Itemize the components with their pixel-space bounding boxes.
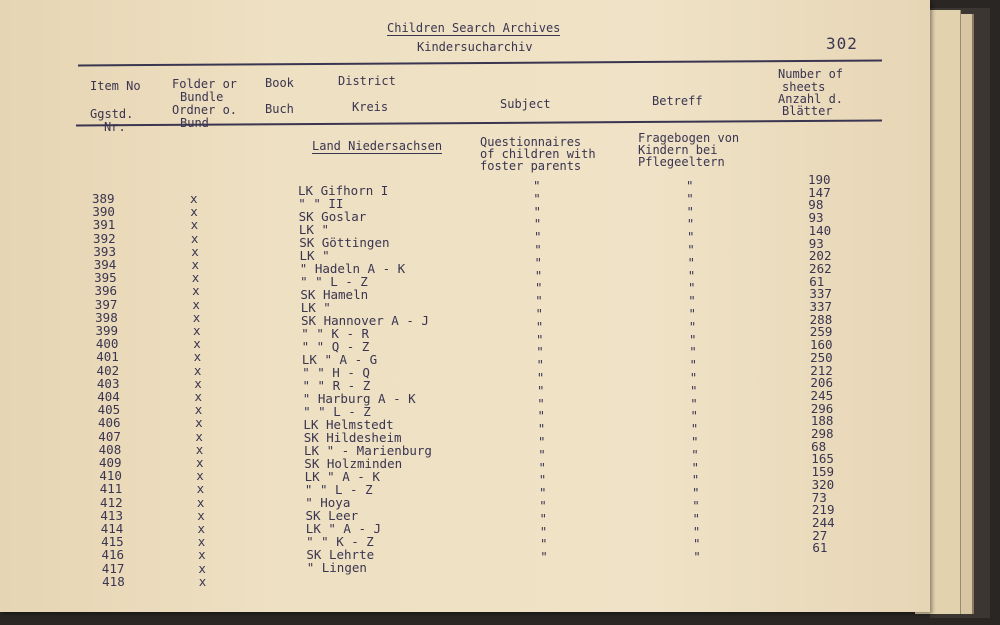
subject-ditto: "	[539, 523, 548, 539]
sheet-count: 219	[811, 502, 835, 518]
betreff-ditto: "	[688, 280, 696, 296]
sheet-count: 244	[812, 514, 835, 530]
col-item-en: Item No	[90, 79, 141, 93]
subject-ditto: "	[538, 434, 546, 449]
betreff-ditto: "	[689, 331, 697, 347]
item-number: 407	[98, 428, 121, 444]
district-name: SK Hildesheim	[303, 430, 402, 445]
folder-mark: x	[193, 323, 201, 338]
betreff-ditto: "	[688, 318, 697, 334]
folder-mark: x	[191, 243, 199, 259]
subject-ditto: "	[537, 382, 545, 398]
betreff-ditto: "	[692, 498, 700, 513]
col-folder-en2: Bundle	[180, 90, 224, 104]
sheet-count: 61	[812, 540, 828, 556]
folder-mark: x	[196, 481, 205, 497]
item-number: 395	[94, 270, 117, 286]
district-name: " " K - R	[301, 326, 370, 341]
sheet-count: 98	[808, 197, 824, 213]
subject-ditto: "	[536, 344, 544, 360]
sheet-count: 61	[809, 273, 825, 289]
item-number: 418	[102, 573, 125, 589]
col-betreff: Betreff	[652, 94, 703, 108]
folder-mark: x	[194, 389, 203, 404]
betreff-ditto: "	[689, 357, 698, 373]
district-name: LK " - Marienburg	[304, 443, 432, 458]
item-number: 411	[99, 481, 123, 497]
subject-ditto: "	[533, 203, 542, 219]
district-name: " " Q - Z	[301, 339, 370, 354]
sheet-count: 296	[810, 400, 834, 416]
district-name: LK "	[300, 300, 331, 315]
section-subject-3: foster parents	[480, 159, 582, 173]
subject-ditto: "	[537, 408, 546, 424]
betreff-ditto: "	[688, 293, 696, 309]
district-name: SK Goslar	[298, 209, 367, 224]
district-name: LK Helmstedt	[303, 417, 394, 432]
betreff-ditto: "	[686, 203, 695, 219]
sheet-count: 245	[810, 387, 834, 403]
item-number: 397	[94, 296, 118, 312]
betreff-ditto: "	[687, 229, 695, 245]
folder-mark: x	[197, 534, 206, 550]
district-name: " Hoya	[305, 495, 351, 510]
district-name: SK Göttingen	[299, 235, 390, 250]
betreff-ditto: "	[686, 178, 694, 193]
folder-mark: x	[197, 507, 205, 523]
col-folder-en1: Folder or	[172, 77, 238, 91]
folder-mark: x	[195, 441, 204, 457]
col-district-en: District	[338, 74, 396, 88]
district-name: LK "	[299, 248, 330, 263]
subject-ditto: "	[540, 536, 548, 552]
betreff-ditto: "	[686, 190, 694, 206]
col-sheets-1: Number of	[778, 67, 844, 81]
item-number: 389	[92, 191, 115, 206]
folder-mark: x	[192, 283, 200, 299]
sheet-count: 188	[810, 413, 834, 429]
folder-mark: x	[190, 204, 198, 220]
folder-mark: x	[193, 362, 202, 378]
item-number: 390	[92, 204, 115, 220]
subject-ditto: "	[535, 293, 543, 309]
col-item-de1: Ggstd.	[90, 107, 134, 121]
col-district-de: Kreis	[352, 100, 389, 114]
folder-mark: x	[195, 415, 203, 431]
folder-mark: x	[193, 349, 202, 365]
district-name: LK "	[298, 222, 329, 237]
district-name: " " H - Q	[302, 365, 370, 380]
folder-mark: x	[196, 468, 204, 484]
district-name: " " L - Z	[304, 482, 373, 497]
item-number: 417	[101, 560, 125, 576]
betreff-ditto: "	[693, 549, 701, 565]
folder-mark: x	[198, 547, 206, 563]
district-name: SK Hameln	[300, 287, 369, 302]
folder-mark: x	[196, 494, 205, 510]
item-number: 405	[97, 402, 121, 418]
sheet-count: 212	[810, 362, 833, 378]
sheet-count: 337	[809, 299, 833, 314]
sheet-count: 288	[809, 311, 833, 327]
sheet-count: 320	[811, 476, 835, 492]
folder-mark: x	[191, 257, 200, 272]
betreff-ditto: "	[692, 485, 700, 501]
item-number: 401	[96, 349, 119, 365]
folder-mark: x	[195, 428, 203, 444]
betreff-ditto: "	[686, 216, 695, 232]
item-number: 415	[101, 534, 124, 550]
archive-subtitle: Kindersucharchiv	[417, 40, 533, 54]
sheet-count: 93	[808, 235, 824, 251]
col-folder-de1: Ordner o.	[172, 103, 238, 117]
sheet-count: 190	[808, 172, 831, 187]
betreff-ditto: "	[690, 421, 699, 437]
betreff-ditto: "	[691, 472, 700, 488]
folder-mark: x	[193, 336, 201, 352]
col-book-en: Book	[265, 76, 294, 90]
item-number: 409	[99, 455, 122, 470]
sheet-count: 262	[809, 260, 832, 276]
district-name: LK " A - J	[305, 521, 382, 536]
col-sheets-3: Anzahl d.	[778, 92, 844, 106]
sheet-count: 68	[811, 438, 827, 454]
betreff-ditto: "	[692, 510, 701, 526]
col-book-de: Buch	[265, 102, 294, 116]
sheet-count: 160	[809, 337, 833, 353]
sheet-count: 93	[808, 210, 824, 226]
betreff-ditto: "	[690, 382, 698, 398]
item-number: 399	[95, 323, 119, 338]
subject-ditto: "	[536, 370, 545, 385]
section-betreff-2: Kindern bei	[638, 143, 718, 157]
folder-mark: x	[192, 309, 201, 325]
sheet-count: 250	[810, 349, 833, 365]
subject-ditto: "	[533, 190, 541, 206]
item-number: 412	[100, 494, 123, 510]
subject-ditto: "	[533, 216, 542, 232]
item-number: 410	[99, 468, 122, 484]
betreff-ditto: "	[689, 344, 697, 360]
col-sheets-2: sheets	[782, 80, 826, 94]
sheet-count: 202	[808, 248, 832, 264]
folder-mark: x	[196, 455, 204, 470]
sheet-count: 140	[808, 222, 832, 238]
sheet-count: 27	[812, 527, 828, 543]
district-name: LK " A - G	[301, 352, 378, 367]
district-name: SK Holzminden	[304, 456, 403, 471]
betreff-ditto: "	[693, 536, 701, 552]
district-name: " Hadeln A - K	[299, 261, 406, 276]
district-name: " Harburg A - K	[302, 391, 416, 406]
subject-ditto: "	[536, 357, 545, 373]
subject-ditto: "	[535, 306, 544, 321]
district-name: " Lingen	[306, 560, 367, 575]
header-top-rule	[78, 60, 882, 66]
district-name: " " L - Z	[303, 404, 371, 419]
sheet-count: 298	[811, 426, 834, 441]
subject-ditto: "	[533, 178, 541, 193]
betreff-ditto: "	[687, 254, 696, 270]
folder-mark: x	[190, 230, 199, 246]
betreff-ditto: "	[687, 267, 696, 283]
folder-mark: x	[198, 573, 207, 589]
betreff-ditto: "	[691, 434, 699, 449]
betreff-ditto: "	[692, 523, 701, 539]
item-number: 396	[94, 283, 118, 299]
item-number: 394	[93, 257, 117, 272]
item-number: 391	[92, 217, 116, 233]
subject-ditto: "	[537, 421, 546, 437]
subject-ditto: "	[537, 395, 545, 411]
item-number: 404	[97, 389, 120, 404]
folder-mark: x	[194, 375, 202, 391]
subject-ditto: "	[534, 267, 543, 283]
item-number: 403	[96, 375, 120, 391]
col-item-de2: Nr.	[104, 120, 126, 134]
folder-mark: x	[198, 560, 206, 576]
folder-mark: x	[197, 521, 206, 536]
section-betreff-3: Pflegeeltern	[638, 155, 725, 169]
district-name: LK Gifhorn I	[298, 183, 389, 198]
district-name: LK " A - K	[304, 469, 380, 484]
subject-ditto: "	[538, 446, 546, 462]
item-number: 408	[98, 441, 122, 457]
betreff-ditto: "	[688, 306, 697, 321]
subject-ditto: "	[534, 229, 542, 245]
district-name: " " L - Z	[300, 274, 368, 289]
district-name: SK Lehrte	[306, 547, 375, 562]
sheet-count: 73	[811, 489, 827, 505]
item-number: 392	[93, 230, 116, 246]
district-name: SK Leer	[305, 508, 359, 523]
folder-mark: x	[191, 270, 200, 286]
subject-ditto: "	[535, 280, 543, 296]
item-number: 402	[96, 362, 120, 378]
sheet-count: 165	[811, 451, 834, 467]
folder-mark: x	[194, 402, 203, 418]
folder-mark: x	[190, 217, 199, 233]
item-number: 398	[95, 309, 118, 325]
subject-ditto: "	[538, 472, 547, 488]
item-number: 414	[100, 521, 124, 536]
betreff-ditto: "	[689, 370, 698, 385]
sheet-count: 159	[811, 464, 835, 480]
subject-ditto: "	[536, 331, 544, 347]
subject-ditto: "	[534, 254, 543, 270]
col-sheets-4: Blätter	[782, 104, 833, 118]
subject-ditto: "	[534, 242, 542, 257]
sheet-count: 206	[810, 375, 833, 391]
section-betreff-1: Fragebogen von	[638, 131, 740, 145]
sheet-count: 259	[809, 324, 833, 340]
subject-ditto: "	[540, 549, 548, 565]
col-subject: Subject	[500, 97, 551, 111]
sheet-count: 337	[809, 286, 832, 302]
subject-ditto: "	[539, 498, 547, 513]
item-number: 393	[93, 243, 116, 259]
sheet-count: 147	[808, 184, 831, 200]
district-name: " " R - Z	[302, 378, 371, 393]
subject-ditto: "	[539, 510, 548, 526]
betreff-ditto: "	[687, 242, 695, 257]
betreff-ditto: "	[690, 395, 698, 411]
item-number: 400	[95, 336, 119, 352]
district-name: " " K - Z	[306, 534, 374, 549]
folder-mark: x	[192, 296, 200, 312]
subject-ditto: "	[539, 485, 547, 501]
subject-ditto: "	[535, 318, 544, 334]
page-number: 302	[826, 34, 858, 53]
betreff-ditto: "	[690, 408, 699, 424]
item-number: 413	[100, 507, 123, 523]
betreff-ditto: "	[691, 459, 700, 475]
folder-mark: x	[190, 191, 198, 206]
subject-ditto: "	[538, 459, 547, 475]
betreff-ditto: "	[691, 446, 699, 462]
district-name: " " II	[298, 196, 344, 211]
section-subject-1: Questionnaires	[480, 135, 582, 149]
section-land: Land Niedersachsen	[312, 139, 443, 153]
item-number: 406	[97, 415, 121, 431]
archive-title: Children Search Archives	[387, 21, 561, 35]
section-subject-2: of children with	[480, 147, 596, 161]
item-number: 416	[101, 547, 125, 563]
district-name: SK Hannover A - J	[301, 313, 429, 328]
